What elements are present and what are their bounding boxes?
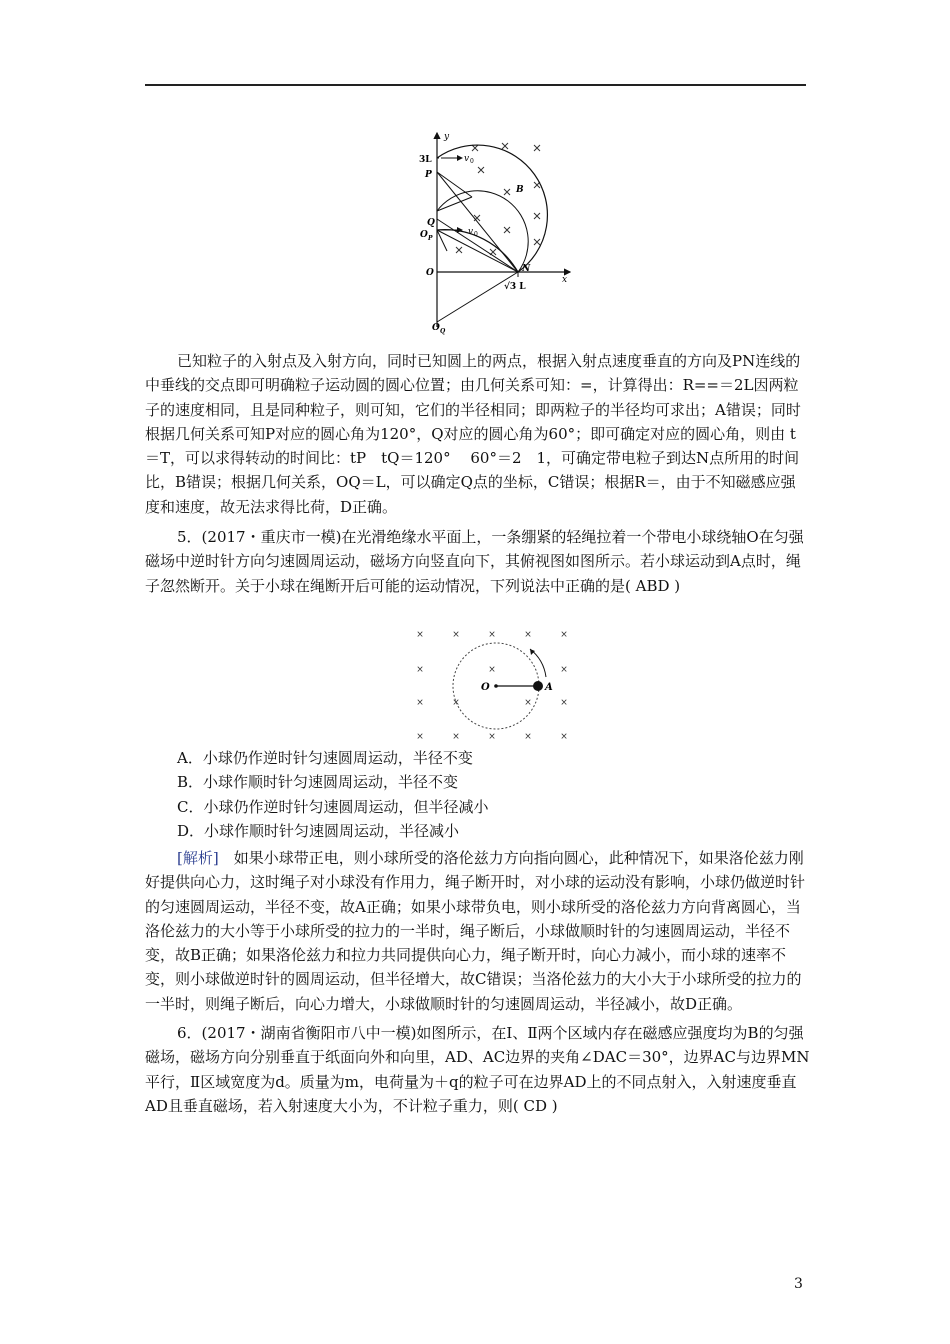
svg-text:×: × — [416, 698, 424, 708]
svg-text:×: × — [560, 665, 568, 675]
option-b: B．小球作顺时针匀速圆周运动，半径不变 — [177, 773, 459, 792]
trajectory-diagram — [412, 127, 577, 335]
svg-text:×: × — [560, 732, 568, 742]
ball — [533, 681, 543, 691]
svg-text:×: × — [452, 698, 460, 708]
svg-text:×: × — [452, 732, 460, 742]
header-rule — [145, 84, 806, 86]
label-sqrt3L: √3 L — [504, 282, 526, 292]
svg-text:×: × — [524, 630, 532, 640]
rotation-arrow — [530, 649, 535, 655]
label-O: O — [426, 268, 434, 278]
label-3L: 3L — [419, 155, 432, 165]
page-number: 3 — [794, 1276, 803, 1292]
option-d: D．小球作顺时针匀速圆周运动，半径减小 — [177, 821, 460, 840]
label-OP-sub: P — [428, 235, 433, 242]
svg-text:×: × — [560, 698, 568, 708]
label-OQ: O — [432, 323, 440, 333]
paragraph-explanation: 已知粒子的入射点及入射方向，同时已知圆上的两点，根据入射点速度垂直的方向及PN连线的中垂线的交点即可明确粒子运动圆的圆心位置；由几何关系可知：=，计算得出：R==＝2L因两粒子的速度相同，且是同种粒子，则可知，它们的半径相同；即两粒子的半径均可求出；A错误；同时根据几何关系可知P对应的圆心角为120°，Q对应的圆心角为60°；即可确定对应的圆心角，则由 t＝T，可以求得转动的时间比：tP tQ＝120° 60°＝2 1，可确定带电粒子到达N点所用的时间比，B错误；根据几何关系，OQ＝L，可以确定Q点的坐标，C错误；根据R＝，由于不知磁感应强度和速度，故无法求得比荷，D正确。 — [145, 352, 801, 516]
label-v0-lower: v — [468, 227, 474, 237]
label-O: O — [481, 682, 490, 693]
svg-text:×: × — [416, 732, 424, 742]
question-5-analysis: 如果小球带正电，则小球所受的洛伦兹力方向指向圆心，此种情况下，如果洛伦兹力刚好提供向心力，这时绳子对小球没有作用力，绳子断开时，对小球的运动没有影响，小球仍做逆时针的匀速圆周运动，半径不变，故A正确；如果小球带负电，则小球所受的洛伦兹力方向背离圆心，当洛伦兹力的大小等于小球所受的拉力的一半时，绳子断后，小球做顺时针的匀速圆周运动，半径不变，故B正确；如果洛伦兹力和拉力共同提供向心力，绳子断开时，向心力减小，而小球的速率不变，则小球做逆时针的圆周运动，但半径增大，故C错误；当洛伦兹力的大小大于小球所受的拉力的一半时，则绳子断后，向心力增大，小球做顺时针的匀速圆周运动，半径减小，故D正确。 — [145, 849, 806, 1013]
label-v0-top-sub: 0 — [470, 158, 474, 165]
label-B: B — [516, 185, 524, 195]
label-Q: Q — [427, 218, 435, 228]
svg-text:×: × — [452, 630, 460, 640]
x-axis-label: x — [562, 275, 568, 285]
label-A: A — [545, 682, 553, 693]
svg-text:×: × — [416, 665, 424, 675]
svg-text:×: × — [560, 630, 568, 640]
option-c: C．小球仍作逆时针匀速圆周运动，但半径减小 — [177, 797, 489, 816]
label-v0-top: v — [464, 154, 470, 164]
option-a: A．小球仍作逆时针匀速圆周运动，半径不变 — [177, 749, 473, 767]
label-v0-lower-sub: 0 — [474, 231, 478, 238]
svg-text:×: × — [416, 630, 424, 640]
question-5-stem: 5．(2017・重庆市一模)在光滑绝缘水平面上，一条绷紧的轻绳拉着一个带电小球绕轴O在匀强磁场中逆时针方向匀速圆周运动，磁场方向竖直向下，其俯视图如图所示。若小球运动到A点时，绳子忽然断开。关于小球在绳断开后可能的运动情况，下列说法中正确的是( ABD ) — [145, 528, 804, 595]
label-P: P — [425, 170, 432, 180]
label-OQ-sub: Q — [440, 328, 446, 335]
question-5-options — [177, 746, 488, 843]
svg-text:×: × — [488, 732, 496, 742]
question-6-stem: 6．(2017・湖南省衡阳市八中一模)如图所示，在Ⅰ、Ⅱ两个区域内存在磁感应强度均为B的匀强磁场，磁场方向分别垂直于纸面向外和向里，AD、AC边界的夹角∠DAC＝30°，边界AC与边界MN平行，Ⅱ区域宽度为d。质量为m，电荷量为＋q的粒子可在边界AD上的不同点射入，入射速度垂直AD且垂直磁场，若入射速度大小为，不计粒子重力，则( CD ) — [145, 1024, 810, 1115]
circular-motion-diagram — [408, 627, 573, 742]
analysis-tag: [解析] — [177, 849, 219, 867]
svg-text:×: × — [524, 732, 532, 742]
svg-text:×: × — [488, 630, 496, 640]
svg-text:×: × — [524, 698, 532, 708]
center-point — [494, 684, 498, 688]
label-N: N — [522, 264, 531, 274]
label-OP: O — [420, 230, 428, 240]
svg-text:×: × — [488, 665, 496, 675]
y-axis-label: y — [444, 132, 450, 142]
